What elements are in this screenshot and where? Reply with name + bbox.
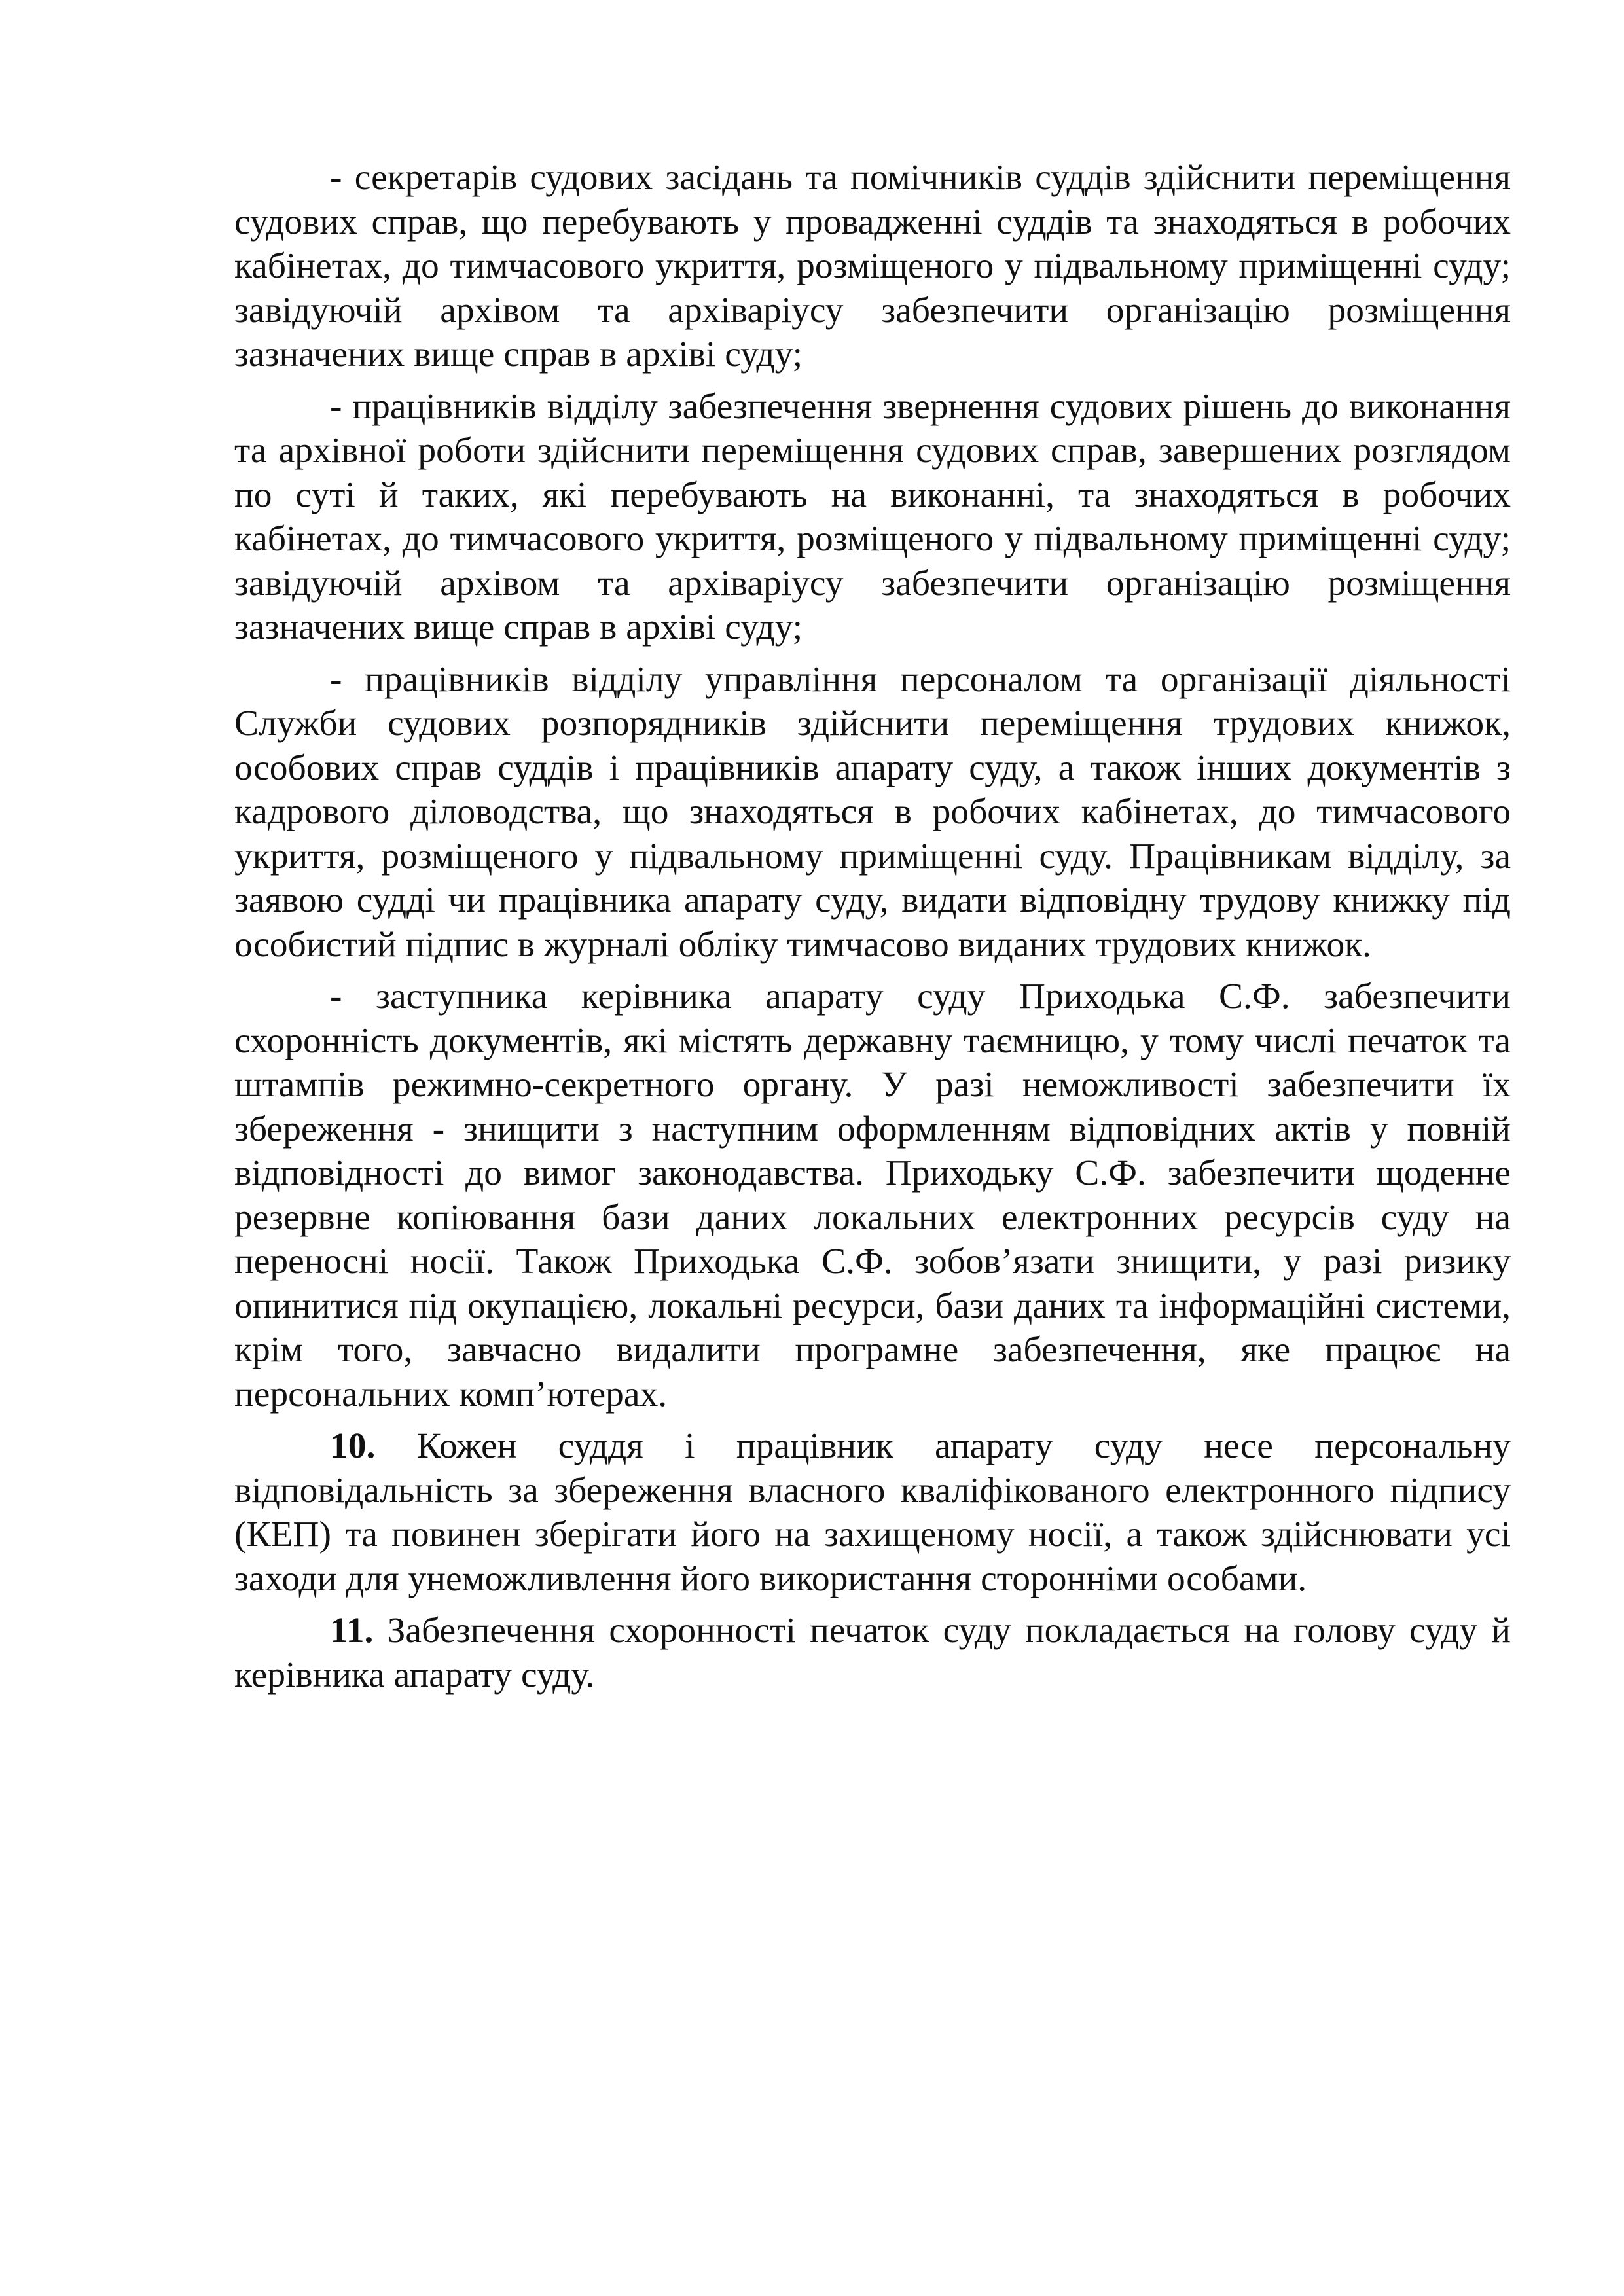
paragraph-text: - працівників відділу забезпечення звернення судових рішень до виконання та архівної роботи здійснити переміщення судових справ, завершених розглядом по суті й таких, які перебувають на виконанні, та знаходяться в робочих кабінетах, до тимчасового укриття, розміщеного у підвальному приміщенні суду; завідуючій архівом та архіваріусу забезпечити організацію розміщення зазначених вище справ в архіві суду; [234,386,1511,647]
paragraph-enforcement-department [234,385,1511,650]
paragraph-text: - заступника керівника апарату суду Приходька С.Ф. забезпечити схоронність документів, які містять державну таємницю, у тому числі печаток та штампів режимно-секретного органу. У разі неможливості забезпечити їх збереження - знищити з наступним оформленням відповідних актів у повній відповідності до вимог законодавства. Приходьку С.Ф. забезпечити щоденне резервне копіювання бази даних локальних електронних ресурсів суду на переносні носії. Також Приходька С.Ф. зобов’язати знищити, у разі ризику опинитися під окупацією, локальні ресурси, бази даних та інформаційні системи, крім того, завчасно видалити програмне забезпечення, яке працює на персональних комп’ютерах. [234,977,1511,1414]
paragraph-item-10 [234,1424,1511,1601]
paragraph-text: - секретарів судових засідань та помічників суддів здійснити переміщення судових справ, що перебувають у провадженні суддів та знаходяться в робочих кабінетах, до тимчасового укриття, розміщеного у підвальному приміщенні суду; завідуючій архівом та архіваріусу забезпечити організацію розміщення зазначених вище справ в архіві суду; [234,158,1511,374]
paragraph-personnel-department [234,658,1511,967]
paragraph-text: Забезпечення схоронності печаток суду покладається на голову суду й керівника апарату суду. [234,1611,1511,1695]
item-number: 10. [330,1426,376,1466]
paragraph-item-11 [234,1609,1511,1697]
paragraph-text: - працівників відділу управління персоналом та організації діяльності Служби судових розпорядників здійснити переміщення трудових книжок, особових справ суддів і працівників апарату суду, а також інших документів з кадрового діловодства, що знаходяться в робочих кабінетах, до тимчасового укриття, розміщеного у підвальному приміщенні суду. Працівникам відділу, за заявою судді чи працівника апарату суду, видати відповідну трудову книжку під особистий підпис в журналі обліку тимчасово виданих трудових книжок. [234,659,1511,965]
document-page [234,156,1511,1705]
paragraph-court-secretaries [234,156,1511,377]
paragraph-text: Кожен суддя і працівник апарату суду несе персональну відповідальність за збереження власного кваліфікованого електронного підпису (КЕП) та повинен зберігати його на захищеному носії, а також здійснювати усі заходи для унеможливлення його використання сторонніми особами. [234,1426,1511,1599]
paragraph-deputy-head [234,975,1511,1416]
item-number: 11. [330,1611,374,1651]
